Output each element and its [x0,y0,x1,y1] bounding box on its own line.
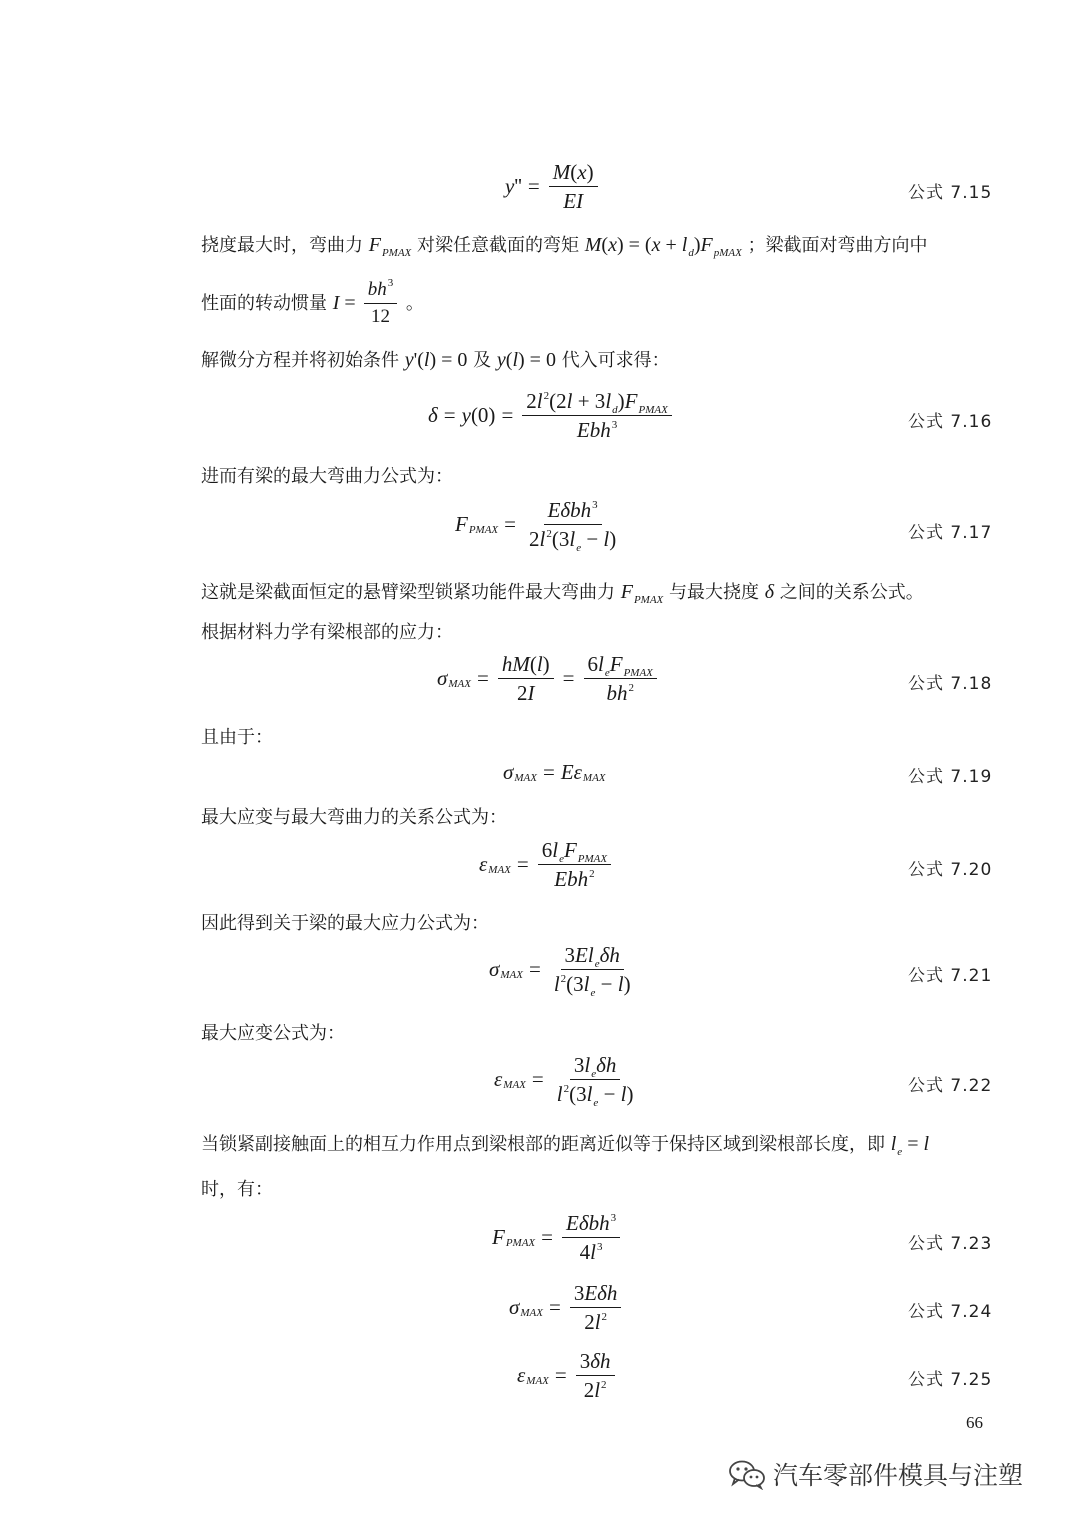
equation-label: 公式 7.18 [908,674,993,694]
equation-body: ε MAX = $\frac{6l_eF_{PMAX}}{Ebh^2}$ [479,838,614,891]
text: 这就是梁截面恒定的悬臂梁型锁紧功能件最大弯曲力 [201,582,615,603]
text: 对梁任意截面的弯矩 [417,235,580,256]
equation-body: y '' = $\frac{M(x)}{EI}$ [505,160,601,213]
equation-label: 公式 7.24 [908,1302,993,1322]
watermark-text: 汽车零部件模具与注塑 [773,1461,1024,1490]
text: 之间的关系公式。 [779,582,924,603]
paragraph-max-stress: 因此得到关于梁的最大应力公式为： [201,913,489,934]
paragraph-then: 时，有： [201,1179,273,1200]
paragraph-max-strain: 最大应变公式为： [201,1023,345,1044]
equation-label: 公式 7.21 [908,966,993,986]
page-number: 66 [966,1413,983,1432]
text: 代入可求得： [561,350,670,371]
text: 性面的转动惯量 [201,292,327,314]
paragraph-strain-force: 最大应变与最大弯曲力的关系公式为： [201,807,507,828]
text: 及 [473,350,492,371]
equation-body: δ = y (0) = $\frac{2l^2(2l + 3l_d)F_{PMAX}}{Ebh^3}$ [428,389,675,442]
text: 挠度最大时，弯曲力 [201,235,363,256]
equation-label: 公式 7.20 [908,860,993,880]
equation-body: σ MAX = Eε MAX [503,760,606,784]
text: 解微分方程并将初始条件 [201,350,399,371]
watermark [727,1456,1023,1492]
equation-label: 公式 7.23 [908,1234,993,1254]
paragraph-bending-moment: 挠度最大时，弯曲力 $F_{PMAX}$ 对梁任意截面的弯矩 $M(x) = (x + l_d)F_{pMAX}$ ；梁截面对弯曲方向中 [201,234,928,259]
equation-body: σ MAX = $\frac{hM(l)}{2I}$ = $\frac{6l_eF_{PMAX}}{bh^2}$ [437,652,660,705]
text: 。 [405,292,424,314]
equation-body: ε MAX = $\frac{3\delta h}{2l^2}$ [517,1349,618,1402]
paragraph-root-stress: 根据材料力学有梁根部的应力： [201,622,453,643]
equation-body: F PMAX = $\frac{E\delta bh^3}{2l^2(3l_e - l)}$ [455,498,617,555]
paragraph-initial-conditions: 解微分方程并将初始条件 y'(l) = 0 及 y(l) = 0 代入可求得： [201,349,670,371]
wechat-icon [727,1458,767,1490]
equation-label: 公式 7.22 [908,1076,993,1096]
equation-body: σ MAX = $\frac{\text{3Eδh}}{2l^2}$ [509,1281,624,1334]
equation-label: 公式 7.17 [908,523,993,543]
paragraph-contact-point: 当锁紧副接触面上的相互力作用点到梁根部的距离近似等于保持区域到梁根部长度，即 $l_e = l$ [201,1133,930,1158]
paragraph-and-since: 且由于： [201,727,273,748]
equation-label: 公式 7.19 [908,767,993,787]
text: 当锁紧副接触面上的相互力作用点到梁根部的距离近似等于保持区域到梁根部长度，即 [201,1134,885,1155]
equation-body: F PMAX = $\frac{E\delta bh^3}{4l^3}$ [492,1211,623,1264]
equation-body: σ MAX = $\frac{3El_e\delta h}{l^2(3l_e - l)}$ [489,943,631,1000]
text: 与最大挠度 [669,582,760,603]
paragraph-moment-of-inertia: 性面的转动惯量 I = $\frac{bh^3}{12}$ 。 [201,277,424,327]
equation-label: 公式 7.25 [908,1370,993,1390]
paragraph-max-bending-force: 进而有梁的最大弯曲力公式为： [201,466,453,487]
paragraph-relation: 这就是梁截面恒定的悬臂梁型锁紧功能件最大弯曲力 $F_{PMAX}$ 与最大挠度 δ 之间的关系公式。 [201,581,924,606]
text: ；梁截面对弯曲方向中 [747,235,928,256]
equation-label: 公式 7.16 [908,412,993,432]
equation-body: ε MAX = $\frac{3l_e\delta h}{l^2(3l_e - l)}$ [494,1053,634,1110]
equation-label: 公式 7.15 [908,183,993,203]
